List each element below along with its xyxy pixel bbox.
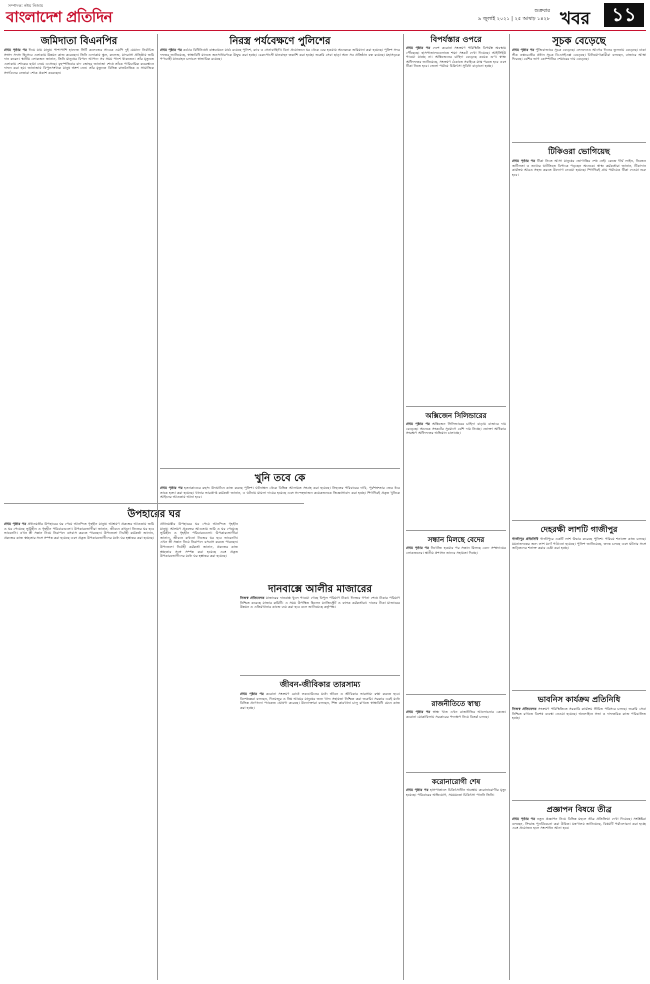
divider [406,406,506,407]
article-a7-lead: প্রথম পৃষ্ঠার পর [406,46,431,50]
article-a15-body [512,707,646,797]
article-a14-lead: গাজীপুর প্রতিনিধি [512,537,539,541]
article-a3-lead: প্রথম পৃষ্ঠার পর [160,48,182,52]
article-a8-lead: প্রথম পৃষ্ঠার পর [406,422,430,426]
article-a2-body [4,522,154,980]
article-a11-lead: প্রথম পৃষ্ঠার পর [406,788,429,792]
article-a14-body [512,537,646,687]
divider [512,800,646,801]
headline-a12[interactable]: সূচক বেড়েছে [552,36,606,47]
article-a15-lead: নিজস্ব প্রতিবেদক [512,707,537,711]
divider [406,530,506,531]
divider [512,520,646,521]
headline-a5[interactable]: দানবাক্সে আলীর মাজারের [268,584,372,595]
article-a5-lead: নিজস্ব প্রতিবেদক [240,596,265,600]
page-number: ১১ [604,3,644,27]
article-a9-lead: প্রথম পৃষ্ঠার পর [406,546,429,550]
article-a7-text: দেশে করোনা সংক্রমণ পরিস্থিতি বিপর্যস্ত অবস্থায় পৌঁছেছে। হাসপাতালগুলোতে শয্যা সংকট দেখা দিয়েছে। আইসিইউ পাওয়া যাচ্ছে না। অক্সিজেনের চাহিদা বেড়েছে কয়েক গুণ। স্বাস্থ্য অধিদফতর জানিয়েছে, সংক্রমণ ঠেকাতে সবাইকে মাস্ক পরতে হবে এবং টিকা নিতে হবে। জেলা পর্যায়ে চিকিৎসা সুবিধা বাড়ানো হচ্ছে। [406,46,506,69]
article-a5-text: মাজারের দানবাক্স খুলে পাওয়া গেছে বিপুল পরিমাণ টাকা। দিনভর গণনা শেষে টাকার পরিমাণ নিশ্চিত করেছে মাজার কমিটি। এ সময় উপস্থিত ছিলেন ম্যাজিস্ট্রেট ও ব্যাংক কর্মকর্তারা। দানের টাকা মাজারের উন্নয়ন ও এতিমখানার কাজে ব্যয় করা হবে বলে জানিয়েছে কর্তৃপক্ষ। [240,596,400,610]
article-a2-text-cont: প্রধানমন্ত্রীর উপহারের ঘর পেয়ে আনন্দিত গৃহহীন মানুষ। আশ্রয়ণ প্রকল্পের আওতায় জমি ও ঘর পেয়েছে ভূমিহীন ও গৃহহীন পরিবারগুলো। উপকারভোগীরা জানান, জীবনে কখনো নিজের ঘর হবে ভাবেননি। এখন স্ত্রী সন্তান নিয়ে নিরাপদে বসবাস করতে পারছেন। উপজেলা নির্বাহী কর্মকর্তা জানান, প্রকল্পের কাজ স্বচ্ছতার সঙ্গে সম্পন্ন করা হয়েছে এবং প্রকৃত উপকারভোগীদের মধ্যে ঘর হস্তান্তর করা হয়েছে। [160,522,238,559]
article-a1-text: দিয়ে যায় মানুষ। পাশাপাশি হাফেজ সিটি কলেজের সাবেক এমপি দুই মেয়াদে নির্বাচিত সংসদ সদস্য হিসেবে এলাকায় উন্নয়ন কাজ করেছেন। তিনি এলাকায় স্কুল, কলেজ, মাদরাসা প্রতিষ্ঠায় জমি দান করেন। স্থানীয় লোকজন জানান, তিনি মানুষের বিপদে আপদে সব সময় পাশে থাকতেন। তাঁর মৃত্যুতে এলাকায় শোকের ছায়া নেমে এসেছে। বৃহস্পতিবার বাদ জোহর জানাজা শেষে তাঁকে পারিবারিক কবরস্থানে দাফন করা হয়। জানাজায় বিপুলসংখ্যক মানুষ অংশ নেন। তাঁর মৃত্যুতে বিভিন্ন রাজনৈতিক ও সামাজিক সংগঠনের নেতারা শোক প্রকাশ করেছেন। [4,48,154,75]
article-a3-text: কঠোর বিধিনিষেধ বাস্তবায়নে মাঠে রয়েছে পুলিশ, র‌্যাব ও সেনাবাহিনী। বিনা প্রয়োজনে ঘর থেকে বের হওয়ায় অনেককে জরিমানা করা হয়েছে। পুলিশ সদর দফতর জানিয়েছে, স্বাস্থ্যবিধি মানতে জনসাধারণকে উদ্বুদ্ধ করা হচ্ছে। চেকপোস্টে যানবাহন তল্লাশি করা হচ্ছে। জরুরি সেবা ছাড়া অন্য সব প্রতিষ্ঠান বন্ধ রয়েছে। মহাসড়কে পণ্যবাহী যানবাহন চলাচল স্বাভাবিক রয়েছে। [160,48,400,62]
article-a5-body [240,596,400,672]
divider [406,694,506,695]
headline-a8[interactable]: অক্সিজেন সিলিন্ডারের [425,412,487,420]
article-a2-continued [160,522,238,980]
article-a13-lead: প্রথম পৃষ্ঠার পর [512,159,536,163]
headline-a9[interactable]: সন্ধান মিলছে বেদের [427,536,485,544]
dateline [440,8,550,24]
article-a8-text: অক্সিজেন সিলিন্ডারের চাহিদা বাড়ায় বাজারে দাম বেড়েছে। অনেকে সংকটের সুযোগে বেশি দাম নিচ্ছে। ভোক্তা অধিকার সংরক্ষণ অধিদফতর অভিযান চালাচ্ছে। [406,422,506,436]
divider [240,675,400,676]
headline-a10[interactable]: রাজনীতিতে স্বাস্থ্য [431,700,481,708]
headline-a2[interactable]: উপহারের ঘর [127,509,181,520]
headline-a11[interactable]: করোনারোগী শেষ [431,778,481,786]
article-a6-lead: প্রথম পৃষ্ঠার পর [240,692,264,696]
article-a3-body [160,48,400,468]
article-a12-body [512,48,646,140]
headline-a13[interactable]: টিকিওরা ভোগিয়েছ [548,147,610,156]
article-a15-text: সংক্রমণ পরিস্থিতিতে সরকারি কার্যক্রম সীমিত পরিসরে চলছে। জরুরি সেবা নিশ্চিত রাখতে বিশেষ ব্যবস্থা নেওয়া হয়েছে। অনলাইনে সভা ও দাফতরিক কাজ পরিচালিত হচ্ছে। [512,707,646,721]
date-line: ৯ জুলাই ২০২১ | ২৫ আষাঢ় ১৪২৮ [478,16,550,22]
article-a16-lead: প্রথম পৃষ্ঠার পর [512,817,536,821]
article-a1-body [4,48,154,500]
divider [512,142,646,143]
article-a10-lead: প্রথম পৃষ্ঠার পর [406,710,431,714]
headline-a4[interactable]: খুনি তবে কে [254,473,306,484]
article-a4-lead: প্রথম পৃষ্ঠার পর [160,486,183,490]
article-a6-body [240,692,400,980]
masthead [0,0,650,30]
article-a11-body [406,788,506,980]
article-a11-text: হাসপাতালে চিকিৎসাধীন অবস্থায় করোনারোগীর মৃত্যু হয়েছে। পরিবারের অভিযোগ, সময়মতো চিকিৎসা পাননি তিনি। [406,788,506,797]
article-a16-text: নতুন প্রজ্ঞাপন নিয়ে বিভিন্ন মহলে তীব্র প্রতিক্রিয়া দেখা দিয়েছে। সংশ্লিষ্টরা বলছেন, সিদ্ধান্ত পুনর্বিবেচনা করা উচিত। মন্ত্রণালয় জানিয়েছে, বিষয়টি পর্যালোচনা করা হচ্ছে এবং প্রয়োজন হলে সংশোধন আনা হবে। [512,817,646,831]
headline-a16[interactable]: প্রজ্ঞাপন বিষয়ে তীব্র [546,805,612,814]
column-divider [403,34,404,980]
headline-a6[interactable]: জীবন-জীবিকার তারসাম্য [279,680,361,689]
article-a10-text: স্বাস্থ্য খাত এখন রাজনীতির আলোচনার কেন্দ্রে। করোনা মোকাবিলায় সরকারের পদক্ষেপ নিয়ে বিতর্ক চলছে। [406,710,506,719]
headline-a7[interactable]: বিপর্যস্তার ওপরে [430,35,482,44]
headline-a15[interactable]: ভাবনিস কার্যক্রম প্রতিনিধি [537,695,621,704]
section-title: খবর [560,9,590,29]
divider [512,690,646,691]
article-a4-text: হত্যাকাণ্ডের রহস্য উদঘাটনে কাজ করছে পুলিশ। ঘটনাস্থল থেকে বিভিন্ন আলামত সংগ্রহ করা হয়েছে। নিহতের পরিবারের দাবি, পূর্বশত্রুতার জের ধরে তাকে হত্যা করা হয়েছে। থানার ভারপ্রাপ্ত কর্মকর্তা জানান, এ ঘটনায় মামলা দায়ের হয়েছে এবং সন্দেহভাজন কয়েকজনকে জিজ্ঞাসাবাদ করা হচ্ছে। শিগগিরই প্রকৃত খুনিকে আইনের আওতায় আনা হবে। [160,486,400,500]
headline-a1[interactable]: জমিদাতা বিএনপির [40,36,118,47]
article-a13-text: টিকা নিতে আসা মানুষের ভোগান্তির শেষ নেই। কেন্দ্রে দীর্ঘ লাইন, নিবন্ধন জটিলতা ও তথ্যের ঘাটতিতে বিপাকে পড়ছেন অনেকে। স্বাস্থ্য কর্মকর্তারা জানান, টিকাদান কার্যক্রম আরও সহজ করতে উদ্যোগ নেওয়া হয়েছে। শিগগিরই গ্রাম পর্যায়েও টিকা দেওয়া শুরু হবে। [512,159,646,177]
article-a1-lead: প্রথম পৃষ্ঠার পর [4,48,27,52]
logo-tagline: সম্পাদক: নঈম নিজাম [8,3,43,8]
article-a13-body [512,159,646,519]
article-a10-body [406,710,506,772]
article-a6-text: করোনা সংক্রমণ রোধে লকডাউনের মধ্যে জীবন ও জীবিকার ভারসাম্য রক্ষা করতে হবে। বিশেষজ্ঞরা বলছেন, দিনমজুর ও নিম্ন আয়ের মানুষের জন্য খাদ্য সহায়তা নিশ্চিত করা জরুরি। সরকার এরই মধ্যে বিভিন্ন প্রণোদনা প্যাকেজ ঘোষণা করেছে। উদ্যোক্তারা বলছেন, শিল্প কারখানা চালু রাখতে স্বাস্থ্যবিধি মেনে কাজ করা হচ্ছে। [240,692,400,710]
article-a2-text: প্রধানমন্ত্রীর উপহারের ঘর পেয়ে আনন্দিত গৃহহীন মানুষ। আশ্রয়ণ প্রকল্পের আওতায় জমি ও ঘর পেয়েছে ভূমিহীন ও গৃহহীন পরিবারগুলো। উপকারভোগীরা জানান, জীবনে কখনো নিজের ঘর হবে ভাবেননি। এখন স্ত্রী সন্তান নিয়ে নিরাপদে বসবাস করতে পারছেন। উপজেলা নির্বাহী কর্মকর্তা জানান, প্রকল্পের কাজ স্বচ্ছতার সঙ্গে সম্পন্ন করা হয়েছে এবং প্রকৃত উপকারভোগীদের মধ্যে ঘর হস্তান্তর করা হয়েছে। [4,522,154,540]
article-a9-text: নিখোঁজ হওয়ার পর সন্ধান মিলছে বেদে সম্প্রদায়ের লোকজনের। স্থানীয় প্রশাসন তাদের সহায়তা দিচ্ছে। [406,546,506,555]
headline-a3[interactable]: নিরস্ত্র পর্যবেক্ষণে পুলিশের [229,36,331,47]
article-a8-body [406,422,506,530]
newspaper-logo[interactable]: বাংলাদেশ প্রতিদিন [6,8,113,26]
article-a12-text: পুঁজিবাজারে সূচক বেড়েছে। লেনদেনও আগের দিনের তুলনায় বেড়েছে। ঢাকা স্টক এক্সচেঞ্জের প্রধান সূচক ডিএসইএক্স বেড়েছে। বিনিয়োগকারীরা বলছেন, বাজারে আস্থা ফিরছে। বেশির ভাগ কোম্পানির শেয়ারের দাম বেড়েছে। [512,48,646,62]
column-divider [509,34,510,980]
article-a14-text: গাজীপুরে একটি লাশ উদ্ধার করেছে পুলিশ। পরিচয় শনাক্তে কাজ চলছে। ময়নাতদন্তের জন্য লাশ মর্গে পাঠানো হয়েছে। পুলিশ জানিয়েছে, তদন্ত চলছে এবং ঘটনার সঙ্গে জড়িতদের শনাক্ত করার চেষ্টা করা হচ্ছে। [512,537,646,551]
article-a9-body [406,546,506,694]
date-day: শুক্রবার [534,8,550,14]
article-a16-body [512,817,646,980]
divider [160,468,400,469]
divider [406,772,506,773]
article-a2-lead: প্রথম পৃষ্ঠার পর [4,522,27,526]
article-a7-body [406,46,506,406]
column-divider [157,34,158,980]
masthead-rule [4,30,646,31]
headline-a14[interactable]: দেহরক্ষী লাশটি গাজীপুর [540,525,618,534]
article-a12-lead: প্রথম পৃষ্ঠার পর [512,48,535,52]
